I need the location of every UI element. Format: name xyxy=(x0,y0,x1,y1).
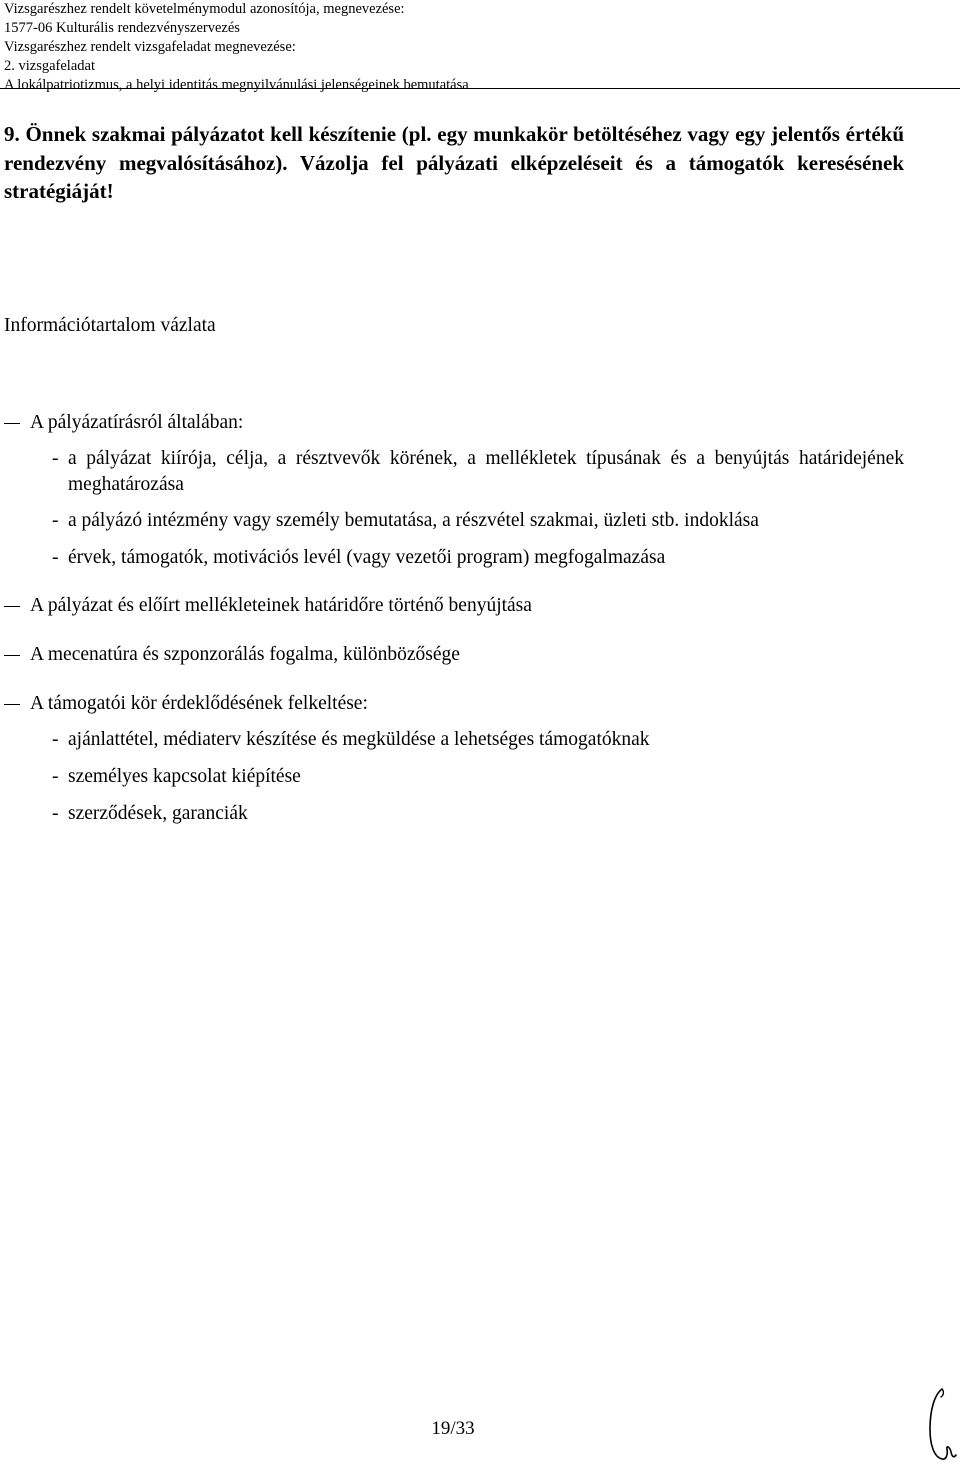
header-module-label: Vizsgarészhez rendelt követelménymodul azonosítója, megnevezése: xyxy=(4,1,405,17)
task-title: 9. Önnek szakmai pályázatot kell készítenie (pl. egy munkakör betöltéséhez vagy egy jelentős értékű rendezvény megvalósításához). Vázolja fel pályázati elképzeléseit és a támogatók keresésének stratégiáját! xyxy=(4,122,904,203)
header-divider xyxy=(0,88,960,89)
outline-subitem xyxy=(52,764,904,790)
signature-mark xyxy=(920,1385,960,1463)
hyphen-bullet: - xyxy=(52,510,59,531)
subitem-text: a pályázó intézmény vagy személy bemutatása, a részvétel szakmai, üzleti stb. indoklása xyxy=(68,510,759,531)
page-number: 19/33 xyxy=(431,1418,475,1439)
hyphen-bullet: - xyxy=(52,766,59,787)
subitem-text: személyes kapcsolat kiépítése xyxy=(68,766,301,787)
outline-subitem xyxy=(52,508,904,534)
hyphen-bullet: - xyxy=(52,547,59,568)
outline-subitem xyxy=(52,446,904,498)
subitem-text: ajánlattétel, médiaterv készítése és megküldése a lehetséges támogatóknak xyxy=(68,729,650,750)
header-task-name: A lokálpatriotizmus, a helyi identitás megnyilvánulási jelenségeinek bemutatása xyxy=(4,77,469,93)
hyphen-bullet: - xyxy=(52,448,59,469)
hyphen-bullet: - xyxy=(52,803,59,824)
outline-topic: A mecenatúra és szponzorálás fogalma, különbözősége xyxy=(30,644,460,665)
outline-subitem xyxy=(52,801,904,827)
hyphen-bullet: - xyxy=(52,729,59,750)
outline-topic: A támogatói kör érdeklődésének felkeltése: xyxy=(30,693,368,714)
outline-topic: A pályázatírásról általában: xyxy=(30,412,244,433)
page-header xyxy=(4,0,944,95)
outline-subitem xyxy=(52,545,904,571)
subitem-text: a pályázat kiírója, célja, a résztvevők körének, a mellékletek típusának és a benyújtás határidejének meghatározása xyxy=(68,448,904,495)
subitem-text: érvek, támogatók, motivációs levél (vagy vezetői program) megfogalmazása xyxy=(68,547,666,568)
header-module-name: 1577-06 Kulturális rendezvényszervezés xyxy=(4,20,240,36)
section-title: Információtartalom vázlata xyxy=(4,315,216,336)
outline-subitem xyxy=(52,727,904,753)
outline-topic: A pályázat és előírt mellékleteinek határidőre történő benyújtása xyxy=(30,595,532,616)
header-task-number: 2. vizsgafeladat xyxy=(4,58,95,74)
header-task-label: Vizsgarészhez rendelt vizsgafeladat megnevezése: xyxy=(4,39,296,55)
subitem-text: szerződések, garanciák xyxy=(68,803,248,824)
